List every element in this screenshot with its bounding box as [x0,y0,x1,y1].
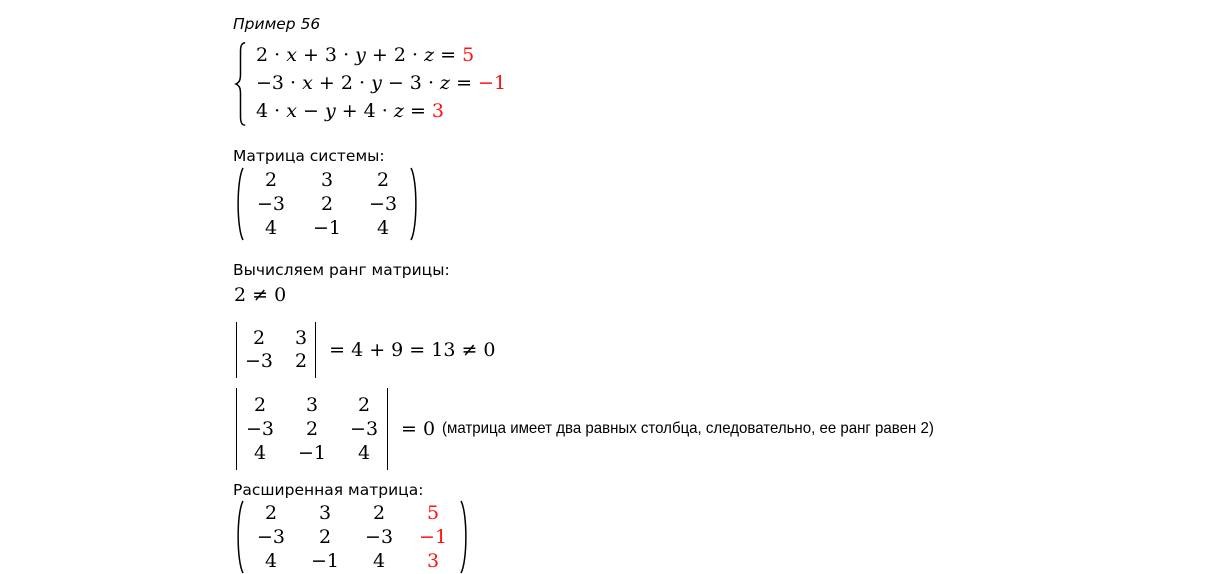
matrix-cell: 2 [320,193,334,215]
system-matrix [233,166,421,242]
equation-variable: y [371,72,382,94]
determinant-2x2-result: = 4 + 9 = 13 ≠ 0 [329,339,496,361]
equation-term: + 2 · [312,72,372,94]
matrix-cell: 4 [376,217,390,239]
equation-system [234,42,506,126]
determinant-2x2 [236,322,316,378]
matrix-cell: 4 [253,442,267,464]
equation-term: − 3 · [381,72,441,94]
equation-variable: x [302,72,313,94]
left-paren-icon [233,166,245,242]
matrix-cell: 4 [357,442,371,464]
matrix-cell: −3 [369,193,398,215]
right-paren-icon [459,499,471,574]
augmented-matrix [233,499,471,574]
equation [256,70,506,98]
determinant-3x3 [236,388,388,470]
matrix-cell: 3 [295,327,308,349]
pivot-check: 2 ≠ 0 [234,284,287,306]
equation-variable: x [286,44,297,66]
equals-sign: = [450,72,479,94]
matrix-cell: 3 [318,502,332,524]
matrix-cell: −1 [298,442,327,464]
equation-variable: z [393,100,404,122]
equation-list [247,42,506,126]
matrix-cell: −3 [257,193,286,215]
equation-variable: y [355,44,366,66]
matrix-cells [237,391,387,467]
matrix-cell: −3 [257,526,286,548]
equation [256,98,506,126]
rank-note: (матрица имеет два равных столбца, следовательно, ее ранг равен 2) [442,420,934,437]
rank-heading: Вычисляем ранг матрицы: [233,261,450,279]
equation-term: 2 · [256,44,287,66]
left-paren-icon [233,499,245,574]
matrix-cell: −1 [311,550,340,572]
system-matrix-heading: Матрица системы: [233,147,385,165]
matrix-cell: −3 [350,418,379,440]
equation-term: + 2 · [365,44,425,66]
system-brace-icon [234,42,247,126]
equation-variable: z [440,72,451,94]
matrix-cell: 3 [320,169,334,191]
equation-rhs: −1 [478,72,507,94]
matrix-cell: 2 [295,350,308,372]
matrix-cell: 2 [252,327,266,349]
equation-variable: z [424,44,435,66]
matrix-cells [245,166,409,242]
equation-rhs: 5 [462,44,475,66]
equation-term: 4 · [256,100,287,122]
equation-term: + 4 · [335,100,394,122]
matrix-cell: 4 [264,217,278,239]
equation [256,42,506,70]
augmented-matrix-heading: Расширенная матрица: [233,481,424,499]
matrix-cells [245,499,459,574]
matrix-cell: −3 [365,526,394,548]
matrix-cell: 4 [264,550,278,572]
determinant-3x3-result: = 0 [401,418,436,440]
matrix-cell: 2 [372,502,386,524]
equation-variable: y [324,100,336,122]
equation-term: + 3 · [296,44,356,66]
matrix-cell-rhs: −1 [419,526,448,548]
matrix-cell-rhs: 5 [427,502,440,524]
determinant-3x3-row [236,388,965,470]
matrix-cell-rhs: 3 [427,550,440,572]
matrix-cell: 2 [318,526,332,548]
matrix-cell: 4 [372,550,386,572]
matrix-cell: 2 [376,169,390,191]
matrix-cell: 2 [264,502,278,524]
equation-term: − [296,100,325,122]
equals-sign: = [434,44,463,66]
equals-sign: = [403,100,432,122]
matrix-cell: 2 [305,418,319,440]
matrix-cells [237,325,315,375]
matrix-cell: 2 [253,394,267,416]
matrix-cell: 2 [264,169,278,191]
matrix-cell: −3 [245,350,274,372]
matrix-cell: −3 [246,418,275,440]
right-paren-icon [409,166,421,242]
matrix-cell: 2 [357,394,371,416]
equation-variable: x [286,100,297,122]
matrix-cell: −1 [313,217,342,239]
determinant-2x2-row [236,322,496,378]
example-title: Пример 56 [233,15,321,33]
equation-rhs: 3 [431,100,444,122]
equation-term: −3 · [256,72,303,94]
matrix-cell: 3 [305,394,319,416]
